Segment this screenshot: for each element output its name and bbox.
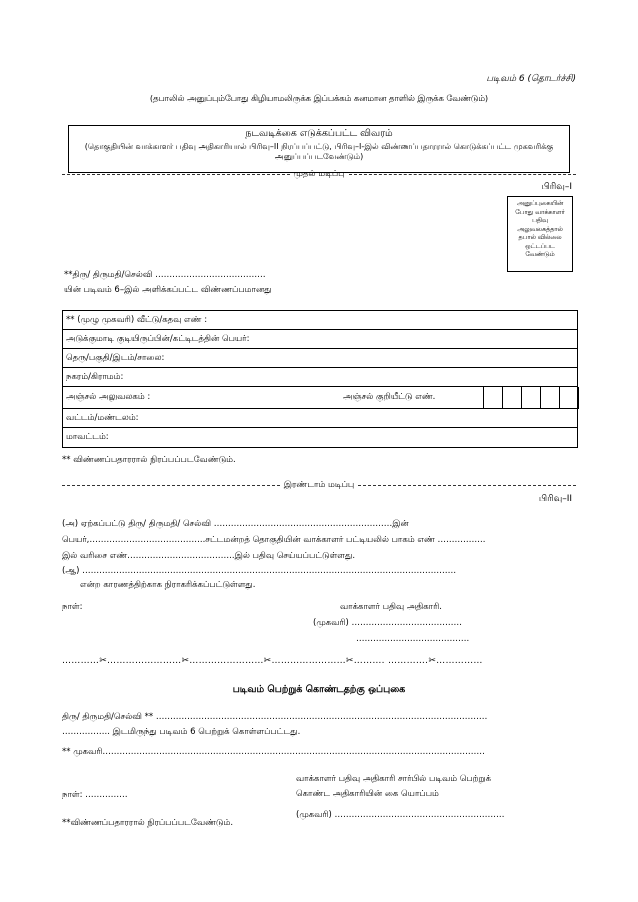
applicant-footnote: ** விண்ணப்பதாரரால் நிரப்பப்படவேண்டும். (62, 455, 236, 465)
section-1-label: பிரிவு–I (541, 182, 572, 192)
receipt-officer-sign-line-2: கொண்ட அதிகாரியின் கை யொப்பம் (296, 789, 439, 799)
accepted-line-1[interactable]: (அ) ஏற்கப்பட்டு திரு/ திருமதி/ செல்வி ………………………………………………………இன் (62, 519, 409, 529)
pincode-cell[interactable] (521, 387, 540, 409)
pincode-cell[interactable] (502, 387, 521, 409)
pincode-label: அஞ்சல் குறியீட்டு எண். (343, 392, 436, 403)
receipt-received-line[interactable]: …………….. இடமிருந்து படிவம் 6 பெற்றுக் கொள்ளப்பட்டது. (62, 727, 301, 737)
pincode-cell[interactable] (578, 387, 597, 409)
receipt-name-line[interactable]: திரு/ திருமதி/செல்வி ** ……………………………………………………………………………………………………… (62, 712, 488, 722)
address-table (62, 310, 578, 448)
part2-date-label: நாள்: (62, 602, 83, 612)
first-fold-label: முதல் மடிப்பு (293, 168, 345, 179)
address-row-street[interactable]: தெரு/பகுதி/இடம்/சாலை: (63, 349, 577, 368)
receipt-address-line[interactable]: ** முகவரி……………………………………………………………………………………………………………………… (62, 747, 485, 757)
pincode-cell[interactable] (540, 387, 559, 409)
address-row-door[interactable]: ** (முழு முகவரி) வீட்டு/கதவு எண் : (63, 311, 577, 330)
ero-address-line-2[interactable]: …………………………………. (356, 634, 470, 644)
stamp-text-line: பதிவு (532, 217, 548, 224)
stamp-text-line: அனுப்புகையின் (516, 200, 564, 207)
ero-address-line[interactable]: (முகவரி) ………………………………… (313, 618, 462, 628)
accepted-line-3[interactable]: இல் வரிசை எண்………………………………..இல் பதிவு செய்யப்பட்டுள்ளது. (62, 551, 356, 561)
first-fold-divider (62, 168, 576, 180)
second-fold-divider (62, 479, 576, 491)
pincode-cell[interactable] (483, 387, 502, 409)
scissor-cut-line: …………✂……………………✂……………………✂……………………✂………. ………….✂…………… (62, 656, 483, 666)
stamp-box (507, 196, 573, 272)
second-fold-label: இரண்டாம் மடிப்பு (283, 479, 355, 490)
stamp-text-line: போது வாக்காளர் (515, 208, 565, 216)
stamp-text-line: ஒட்டப்பட (525, 242, 555, 250)
pincode-cells[interactable] (483, 387, 597, 409)
ero-label: வாக்காளர் பதிவு அதிகாரி. (340, 602, 442, 612)
action-details-subtitle: (தொகுதியின் வாக்காளர் பதிவு அதிகாரியால் பிரிவு–II நிரப்பப்பட்டு, பிரிவு–I-இல் விண்ணப்பதாரரால் கொடுக்கப்பட்ட முகவரிக்கு அனுப்பப்படவேண்டும்) (84, 141, 554, 161)
form-number: படிவம் 6 (தொடர்ச்சி) (486, 74, 576, 84)
address-row-building[interactable]: அடுக்குமாடி குடியிருப்பின்/கட்டிடத்தின் பெயர்: (63, 330, 577, 349)
applicant-name-line[interactable]: **திரு/ திருமதி/செல்வி ………………………………… (64, 270, 266, 280)
stamp-text-line: அலுவலகத்தால் (517, 225, 563, 233)
receipt-officer-sign-line-1: வாக்காளர் பதிவு அதிகாரி சார்பில் படிவம் பெற்றுக் (296, 774, 492, 784)
section-2-label: பிரிவு–II (538, 494, 572, 504)
receipt-officer-address[interactable]: (முகவரி) …………………………………………………… (296, 810, 505, 820)
receipt-title: படிவம் பெற்றுக் கொண்டதற்கு ஒப்புகை (232, 684, 406, 695)
stamp-text-line: வேண்டும் (525, 251, 555, 258)
receipt-date[interactable]: நாள்: …………… (62, 790, 128, 800)
address-row-town[interactable]: நகரம்/கிராமம்: (63, 368, 577, 387)
accepted-line-2[interactable]: பெயர்,…………………………………..சட்டமன்றத் தொகுதியின் வாக்காளர் பட்டியலில் பாகம் எண் …………….. (62, 535, 486, 545)
applicant-application-line: யின் படிவம் 6–இல் அளிக்கப்பட்ட விண்ணப்பமானது (64, 285, 272, 295)
rejected-line-2: என்ற காரணத்திற்காக நிராகரிக்கப்பட்டுள்ளது. (80, 580, 256, 590)
header-note: (தபாலில் அனுப்பும்போது கிழியாமலிருக்க இப்பக்கம் கனமான தாளில் இருக்க வேண்டும்) (149, 93, 489, 103)
receipt-footnote: **விண்ணப்பதாரரால் நிரப்பப்படவேண்டும். (62, 818, 234, 828)
pincode-cell[interactable] (559, 387, 578, 409)
action-details-title: நடவடிக்கை எடுக்கப்பட்ட விவரம் (245, 128, 393, 139)
address-row-taluk[interactable]: வட்டம்/மண்டலம்: (63, 409, 577, 428)
action-details-box (68, 125, 570, 173)
stamp-text-line: தபால் வில்லை (518, 234, 562, 241)
rejected-line-1[interactable]: (ஆ) …………………………………………………………………………………………………………………… (62, 566, 457, 576)
address-row-district[interactable]: மாவட்டம்: (66, 432, 109, 443)
address-row-post-office[interactable]: அஞ்சல் அலுவலகம் : அஞ்சல் குறியீட்டு எண். (63, 387, 577, 409)
